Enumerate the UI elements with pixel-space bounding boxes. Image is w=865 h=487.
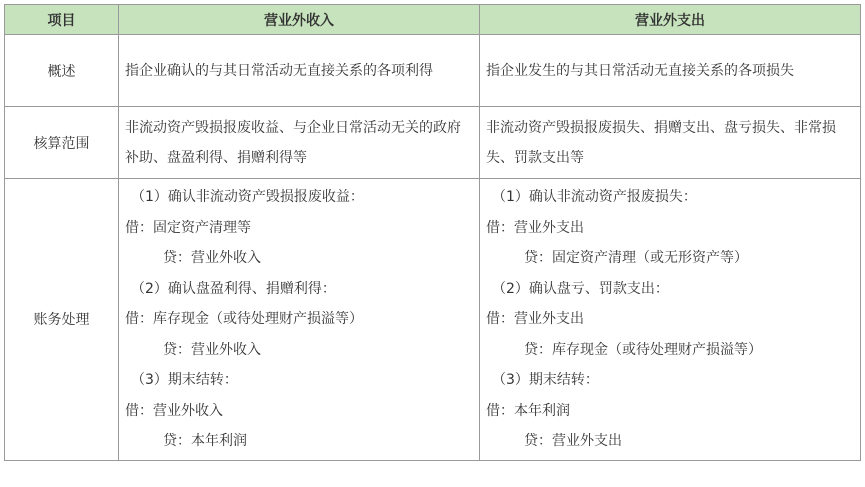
expense-entry-line: 借：营业外支出: [486, 311, 584, 327]
row-overview: [5, 35, 861, 107]
income-entry-line: （3）期末结转：: [131, 372, 238, 388]
header-expense: 营业外支出: [480, 5, 861, 35]
scope-income-cell: [119, 107, 480, 179]
row-label-accounting: 账务处理: [5, 179, 119, 461]
income-entry-line: （1）确认非流动资产毁损报废收益：: [131, 189, 364, 205]
income-entry-line: 借：营业外收入: [125, 402, 223, 419]
income-entry-line: 贷：营业外收入: [163, 250, 261, 266]
income-entry-line: 贷：本年利润: [163, 433, 247, 449]
row-label-overview: 概述: [5, 35, 119, 107]
scope-expense-cell: [480, 107, 861, 179]
expense-entry-line: 贷：固定资产清理（或无形资产等）: [524, 250, 748, 266]
overview-expense-cell: [480, 35, 861, 107]
header-item: 项目: [5, 5, 119, 35]
expense-entry-line: 借：本年利润: [486, 402, 570, 419]
expense-entry-line: 贷：库存现金（或待处理财产损溢等）: [524, 341, 762, 358]
scope-income-text: 非流动资产毁损报废收益、与企业日常活动无关的政府补助、盘盈利得、捐赠利得等: [125, 119, 461, 166]
overview-income-text: 指企业确认的与其日常活动无直接关系的各项利得: [125, 62, 433, 79]
row-label-scope: 核算范围: [5, 107, 119, 179]
expense-entry-line: （2）确认盘亏、罚款支出：: [492, 280, 669, 297]
income-entry-line: 贷：营业外收入: [163, 341, 261, 358]
expense-entry-line: （3）期末结转：: [492, 372, 599, 388]
expense-entry-line: （1）确认非流动资产报废损失：: [492, 189, 697, 205]
row-accounting: [5, 179, 861, 461]
scope-expense-text: 非流动资产毁损报废损失、捐赠支出、盘亏损失、非常损失、罚款支出等: [486, 119, 836, 166]
accounting-income-cell: [119, 179, 480, 461]
overview-expense-text: 指企业发生的与其日常活动无直接关系的各项损失: [486, 62, 794, 79]
income-entry-line: 借：库存现金（或待处理财产损溢等）: [125, 311, 363, 327]
income-entry-line: 借：固定资产清理等: [125, 219, 251, 236]
expense-entry-line: 贷：营业外支出: [524, 433, 622, 449]
income-entry-line: （2）确认盘盈利得、捐赠利得：: [131, 280, 336, 297]
header-income: 营业外收入: [119, 5, 480, 35]
row-scope: [5, 107, 861, 179]
comparison-table: [4, 4, 861, 461]
expense-entry-line: 借：营业外支出: [486, 219, 584, 236]
header-row: [5, 5, 861, 35]
overview-income-cell: [119, 35, 480, 107]
accounting-expense-cell: [480, 179, 861, 461]
